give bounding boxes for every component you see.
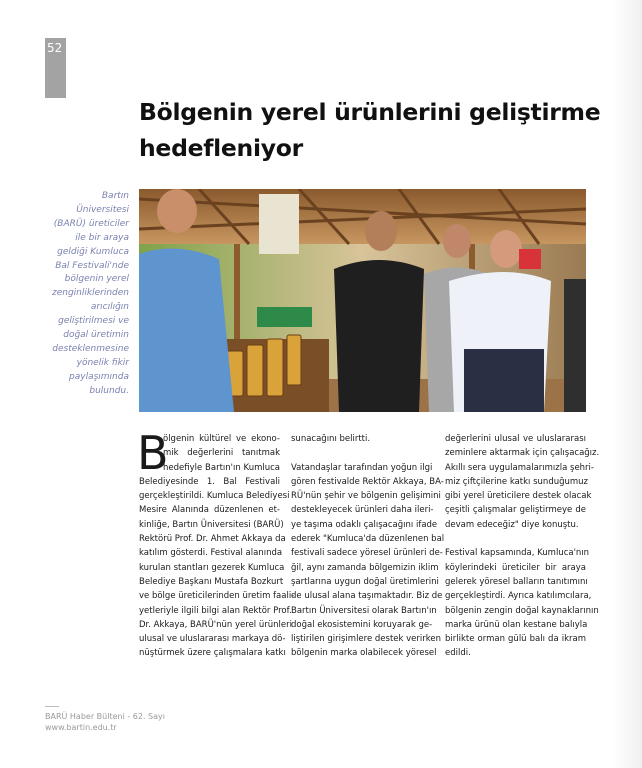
text-line: köylerindeki üreticiler bir araya <box>445 562 586 573</box>
text-line: Mesire Alanında düzenlenen et- <box>139 505 280 516</box>
footer-website-link[interactable]: www.bartin.edu.tr <box>45 723 117 732</box>
text-line: Festival kapsamında, Kumluca'nın <box>445 548 590 559</box>
text-line: liştirilen girişimlere destek verirken <box>291 634 441 645</box>
text-line: Bartın Üniversitesi olarak Bartın'ın <box>291 605 437 616</box>
caption-line: ile bir araya <box>75 232 129 243</box>
text-line: marka ürünü olan kestane balıyla <box>445 619 588 630</box>
text-line: zeminlere aktarmak için çalışacağız. <box>445 448 600 459</box>
text-line: şartlarına uygun doğal üretimlerini <box>291 576 439 587</box>
caption-line: Bartın <box>101 191 129 201</box>
title-line: Bölgenin yerel ürünlerini geliştirme <box>139 98 601 126</box>
caption-line: paylaşımında <box>69 371 129 382</box>
text-line: kurulan stantları gezerek Kumluca <box>139 562 285 573</box>
text-line: de ulusal alana taşımaktadır. Biz de <box>291 591 443 602</box>
text-line: devam edeceğiz" diye konuştu. <box>445 519 579 530</box>
text-line: doğal ekosistemini koruyarak ge- <box>291 619 433 630</box>
text-line: Dr. Akkaya, BARÜ'nün yerel ürünleri <box>139 619 292 630</box>
article-column-3 <box>445 432 600 661</box>
text-line: değerlerini ulusal ve uluslararası <box>445 434 586 444</box>
text-line: bölgenin marka olabilecek yöresel <box>291 648 437 659</box>
text-line: çeşitli çalışmalar geliştirmeye de <box>445 505 586 516</box>
article-column-2 <box>291 432 445 661</box>
text-line: gerçekleştirildi. Kumluca Belediyesi <box>139 491 290 502</box>
text-line: mik değerlerini tanıtmak <box>163 448 280 459</box>
text-line: hedefiyle Bartın'ın Kumluca <box>163 462 280 473</box>
text-line: bölgenin zengin doğal kaynaklarının <box>445 605 599 616</box>
text-line: Rektörü Prof. Dr. Ahmet Akkaya da <box>139 534 286 545</box>
article-title <box>139 94 609 166</box>
page-edge-shadow <box>612 0 642 768</box>
caption-line: arıcılığın <box>90 302 129 313</box>
text-line: ederek "Kumluca'da düzenlenen bal <box>291 534 445 545</box>
text-line: Belediye Başkanı Mustafa Bozkurt <box>139 576 284 587</box>
text-line: kinliğe, Bartın Üniversitesi (BARÜ) <box>139 519 284 530</box>
footer-publication: BARÜ Haber Bülteni - 62. Sayı <box>45 712 165 721</box>
photo-caption <box>40 190 129 399</box>
text-line: gören festivalde Rektör Akkaya, BA- <box>291 476 444 487</box>
article-column-1 <box>137 426 295 661</box>
text-line: festivali sadece yöresel ürünleri de- <box>291 548 443 559</box>
text-line: ve bölge üreticilerinden üretim faali- <box>139 591 295 602</box>
text-line: gibi yerel üreticilere destek olacak <box>445 491 592 502</box>
text-line: gelerek yöresel balların tanıtımını <box>445 576 588 587</box>
footer-rule <box>45 706 59 707</box>
text-line: RÜ'nün şehir ve bölgenin gelişimini <box>291 491 441 502</box>
text-line: ulusal ve uluslararası markaya dö- <box>139 634 286 645</box>
caption-line: yönelik fikir <box>76 357 129 368</box>
caption-line: (BARÜ) üreticiler <box>53 218 129 229</box>
caption-line: Üniversitesi <box>76 204 129 215</box>
text-line: nüştürmek üzere çalışmalara katkı <box>139 648 286 659</box>
article-photo <box>139 189 586 412</box>
caption-line: Bal Festivali'nde <box>55 260 129 271</box>
page-number: 52 <box>47 41 63 55</box>
text-line: yetleriyle ilgili bilgi alan Rektör Prof. <box>139 605 292 616</box>
text-line: destekleyecek ürünleri daha ileri- <box>291 505 434 516</box>
text-line: Akıllı sera uygulamalarımızla şehri- <box>445 462 594 473</box>
text-line: katılım gösterdi. Festival alanında <box>139 548 283 559</box>
text-line: ölgenin kültürel ve ekono- <box>163 434 280 444</box>
caption-line: geliştirilmesi ve <box>58 316 129 327</box>
title-line: hedefleniyor <box>139 134 303 162</box>
text-line: sunacağını belirtti. <box>291 434 371 444</box>
text-line: ğil, aynı zamanda bölgemizin iklim <box>291 562 439 573</box>
text-line: Belediyesinde 1. Bal Festivali <box>139 476 280 487</box>
text-line: edildi. <box>445 648 471 659</box>
text-line: birlikte orman gülü balı da ikram <box>445 634 586 645</box>
text-line: Vatandaşlar tarafından yoğun ilgi <box>291 462 433 473</box>
caption-line: zenginliklerinden <box>52 288 129 299</box>
text-line: gerçekleştirdi. Ayrıca katılımcılara, <box>445 591 592 602</box>
text-line: miz çiftçilerine katkı sunduğumuz <box>445 476 589 487</box>
caption-line: desteklenmesine <box>52 343 129 354</box>
paragraph-gap <box>445 532 586 546</box>
caption-line: bulundu. <box>89 385 129 396</box>
caption-line: doğal üretimin <box>63 330 129 341</box>
drop-cap: B <box>137 426 169 480</box>
caption-line: bölgenin yerel <box>64 274 129 285</box>
paragraph-gap <box>291 446 432 460</box>
caption-line: geldiği Kumluca <box>57 246 129 257</box>
text-line: ye taşıma odaklı çalışacağını ifade <box>291 519 438 530</box>
